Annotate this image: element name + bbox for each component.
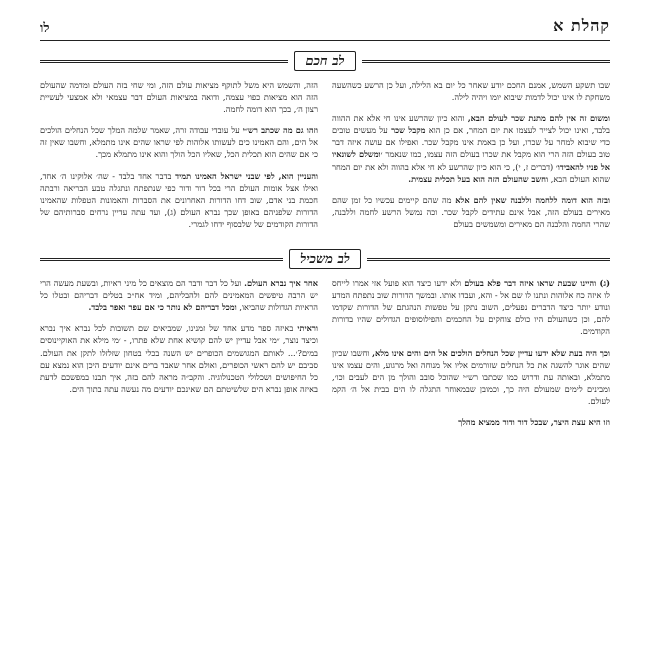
paragraph: [40, 322, 318, 395]
right-column: [332, 277, 610, 437]
left-column: [40, 79, 318, 239]
paragraph: [332, 416, 610, 428]
paragraph: [332, 347, 610, 407]
paragraph: [40, 79, 318, 115]
text-run: הזה, והשמש היא משל לתוקף מציאות עולם הזה, ומי שחי בזה העולם ומדמה שהעולם הזה הוא מציאות כפוי עצמה, ודואה במציאות העולם דבר עצמאי ולא אמצעי לעשיית רצון ה׳, בכך הוא דומה לחמה.: [40, 80, 318, 115]
text-columns: [40, 79, 610, 239]
paragraph: [332, 112, 610, 185]
bold-text-run: אחר איך נברא העולם.: [244, 278, 318, 289]
text-run: בדבר אחד בלבד - שה׳ אלוקינו ה׳ אחד, ואילו אצל אומות העולם הרי בכל דור ודור כפי שנתפתח ונתגלה טבע הבריאה ורבתה חכמת בני אדם, שוב דחו הדורות האחרונים את הסברות והאמונות הטפלות שהאמינו הדורות שלפניהם באופן שכך נברא העולם (ג), ועד עתה עדיין נרחים סברותיהם של הדורות הקודמים של שלבסוף ידחו לגמרי.: [40, 170, 318, 229]
bold-text-run: (ג) והיינו שבעת שראו איזה דבר פלא בעולם: [464, 278, 610, 289]
bold-text-run: ומשום זה אין להם מתנת שכר לעולם הבא,: [467, 113, 610, 124]
left-column: [40, 277, 318, 437]
text-run: ולא ידעו כיצד הוא פועל אזי אמרו לייחס לו איזה כח אלוהות ונתנו לו שם אל - והא, ועבדו אותו. ובמשך הדורות שוב נתפתח המדע ונודע יותר כיצד הדברים נפעלים, השוב נתקן על טפשות הנהגתם של הדורות שקדמו להם, וכן כשהעולם היו כולם צוחקים על החכמים והפילוסופים הגדולים שהיו בדורות הקודמים.: [332, 278, 610, 337]
heading-rule: [40, 258, 283, 261]
paragraph: [40, 124, 318, 160]
text-run: וחשבו שכיון שהים אוגר להשגה את כל הנחלים שזורמים אליו אל מנוחה ואל מרגוע, והים עצמו אינו מתמלא, ובאותה עת ודרוש כמו שכתבו רש״י שהוכל סובב והולך מן הים לעבים וכו׳, ומבינים לימים שמעולם היה כך, וכמובן שבמאוחר התגלה לו הים בבית אל ה׳ הקמ לעולם.: [332, 347, 610, 406]
section-heading: [40, 249, 610, 269]
bold-text-run: וכך היה בעת שלא ידעו עדיין שכל הנחלים הולכים אל הים והים אינו מלא,: [372, 347, 610, 358]
text-run: על עובדי עבודה זרה, שאמר שלמה המלך שכל הנחלים הולכים אל הים, והם האמינו כים לעשותו אלוהות לפי שראו שהים אינו מתמלא, וחשבו שאין זה כי אם שהים הוא תכלית הכל, שאליו הכל הולך והוא אינו מתמלא מכך.: [40, 125, 318, 160]
bold-text-run: וראיתי: [297, 323, 318, 334]
text-run: ועל כל דבר ודבר הם מוצאים כל מיני ראיות, ובשעת מעשה הרי יש הרבה טיפשים המאמינים להם ולהבליהם, ומיד אח״כ בטלים דבריהם ובטלו כל הראיות הגדולות שהביאו,: [40, 278, 318, 313]
text-run: שבו תשקע השמש, אמנם החכם יודע שאחר כל יום בא הלילה, ועל כן הרשע כשהשעה משחקת לו אינו יכול לדמות שיבוא יומו ויהיה לילה.: [332, 80, 610, 103]
text-columns: [40, 277, 610, 437]
bold-text-run: וחשב שהעולם הזה הוא בעל תכלית עצמית.: [408, 173, 549, 184]
section-heading-label: לב חכם: [294, 51, 355, 71]
paragraph: [332, 277, 610, 337]
paragraph: [40, 170, 318, 230]
page-title: קהלת א: [553, 16, 610, 35]
text-run: על מעשים טובים כדי שיבוא למחר על שכרו, ועל כן באמת אינו מקבל שכר. ואפילו אם עושה איזה דבר טוב בעולם הזה הרי הוא מקבל את שכרו בעולם הזה עצמו, כמו שנאמר: [332, 125, 610, 160]
paragraph: [332, 79, 610, 103]
commentary-sections: [40, 51, 610, 437]
bold-text-run: והעניין הוא, לפי שבני ישראל האמינו תמיד: [175, 170, 319, 181]
section-heading-label: לב משכיל: [289, 249, 361, 269]
page-header: [40, 10, 610, 41]
heading-rule: [367, 258, 610, 261]
heading-rule: [40, 60, 288, 63]
bold-text-run: ובזה הוא דומה ללחמה וללבנה שאין להם אלא: [455, 194, 610, 205]
heading-rule: [362, 60, 610, 63]
bold-text-run: ומכל דבריהם לא נותר כי אם עפר ואפר בלבד.: [88, 302, 237, 313]
section-heading: [40, 51, 610, 71]
paragraph: [40, 277, 318, 313]
right-column: [332, 79, 610, 239]
text-run: מה שהם קיימים עכשיו כל זמן שהם מאירים בעולם הזה, אבל אינם עתידים לקבל שכר. וכה נמשל הרשע לחמה וללבנה, שהרי החמה והלבנה הם מאירים ומשמשים בעולם: [332, 194, 610, 229]
text-run: (דברים ז, י), כי הוא כיון שהרשע לא חי אלא בהווה ולא את יום המחר שהוא העולם הבא,: [332, 161, 610, 184]
text-run: באיזה ספר מדע אחד של זמנינו, שמביאים שם תשובות לכל נברא איך נברא וכיצד נוצר, ״מי אבל עדיין יש להם קושיא אחת שלא פתרו, - ׳מי מילא את האוקיינוסים במים?׳... לאותם המגושמים הכופרים יש השנה בכלי בטחון שזלזלו לתקן את העולם. סביבם יש להם ראשי הכופרים, ואולם אחר שאבד ברים אינם יודעים היכן הוא נמצא עם כל החיפושים ושכלולי הטכנולוגיה. והקב״ה מראה להם בזה, איך תבנו במפשכם לדעת באיזה אופן נברא הים שלשיטתם הם שאינכם יודעים מה נעשה עתה בתוך הים.: [40, 323, 318, 394]
bold-text-run: וזהו גם מה שכתב רש״י: [242, 125, 318, 136]
paragraph: [332, 194, 610, 230]
bold-text-run: מקבל שכר: [391, 125, 426, 136]
bold-text-run: וזו היא עצת היצר, שבכל דור ודור ממציא מהלך: [458, 416, 610, 427]
bold-text-run: ׳ומשלם לשונאיו אל פניו להאבידו׳: [332, 149, 610, 172]
text-run: והוא כיון שהרשע אינו חי אלא את ההווה בלבד, ואינו יכול לצייר לעצמו את יום המחר, אם כן הוא: [332, 113, 610, 136]
page-number: לו: [40, 21, 50, 36]
